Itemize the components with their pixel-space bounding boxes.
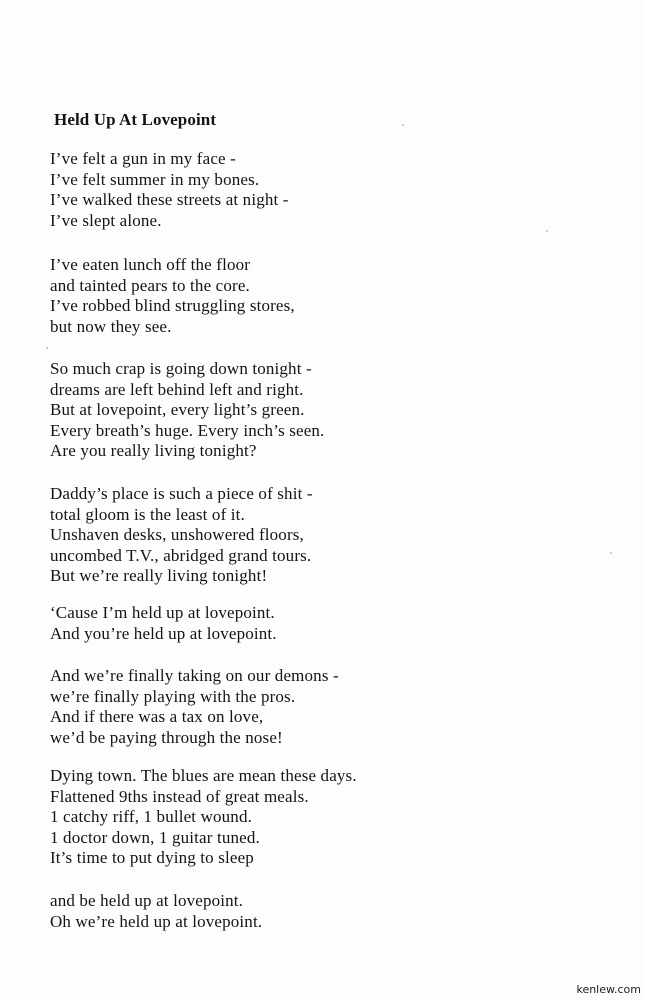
poem-line: and be held up at lovepoint. bbox=[50, 891, 244, 910]
scan-speck bbox=[46, 347, 48, 349]
poem-title: Held Up At Lovepoint bbox=[54, 110, 217, 129]
poem-line: Unshaven desks, unshowered floors, bbox=[50, 525, 304, 545]
stanza-6 bbox=[50, 666, 339, 748]
poem-line: Flattened 9ths instead of great meals. bbox=[50, 786, 309, 806]
poem-line: It’s time to put dying to sleep bbox=[50, 848, 254, 868]
scan-speck bbox=[546, 230, 548, 232]
poem-line: I’ve eaten lunch off the floor bbox=[50, 255, 251, 274]
stanza-3 bbox=[50, 359, 324, 462]
poem-line: but now they see. bbox=[50, 316, 172, 336]
poem-line: So much crap is going down tonight - bbox=[50, 359, 312, 378]
poem-line: And we’re finally taking on our demons - bbox=[50, 666, 339, 685]
poem-line: I’ve walked these streets at night - bbox=[50, 190, 289, 210]
poem-line: Daddy’s place is such a piece of shit - bbox=[50, 484, 313, 503]
poem-line: But we’re really living tonight! bbox=[50, 566, 268, 586]
poem-line: Every breath’s huge. Every inch’s seen. bbox=[50, 420, 325, 440]
poem-line: total gloom is the least of it. bbox=[50, 504, 245, 524]
poem-line: uncombed T.V., abridged grand tours. bbox=[50, 545, 312, 565]
poem-line: And if there was a tax on love, bbox=[50, 707, 264, 727]
stanza-4 bbox=[50, 484, 313, 587]
scan-speck bbox=[402, 124, 404, 126]
stanza-1 bbox=[50, 149, 289, 231]
scan-speck bbox=[610, 552, 612, 554]
poem-line: I’ve slept alone. bbox=[50, 210, 162, 230]
poem-line: Dying town. The blues are mean these days. bbox=[50, 766, 357, 785]
poem-line: I’ve felt a gun in my face - bbox=[50, 149, 236, 168]
stanza-5 bbox=[50, 603, 277, 644]
poem-line: Oh we’re held up at lovepoint. bbox=[50, 911, 263, 931]
poem-line: But at lovepoint, every light’s green. bbox=[50, 400, 305, 420]
poem-line: we’d be paying through the nose! bbox=[50, 727, 283, 747]
stanza-2 bbox=[50, 255, 295, 337]
poem-line: we’re finally playing with the pros. bbox=[50, 686, 296, 706]
poem-line: 1 doctor down, 1 guitar tuned. bbox=[50, 827, 260, 847]
poem-line: Are you really living tonight? bbox=[50, 441, 257, 461]
poem-line: dreams are left behind left and right. bbox=[50, 379, 304, 399]
stanza-7 bbox=[50, 766, 357, 869]
poem-line: ‘Cause I’m held up at lovepoint. bbox=[50, 603, 275, 622]
poem-line: I’ve robbed blind struggling stores, bbox=[50, 296, 295, 316]
stanza-8 bbox=[50, 891, 262, 932]
site-watermark-link[interactable]: kenlew.com bbox=[576, 983, 641, 996]
poem-line: and tainted pears to the core. bbox=[50, 275, 250, 295]
poem-line: 1 catchy riff, 1 bullet wound. bbox=[50, 807, 253, 827]
poem-line: And you’re held up at lovepoint. bbox=[50, 623, 277, 643]
poem-line: I’ve felt summer in my bones. bbox=[50, 169, 260, 189]
